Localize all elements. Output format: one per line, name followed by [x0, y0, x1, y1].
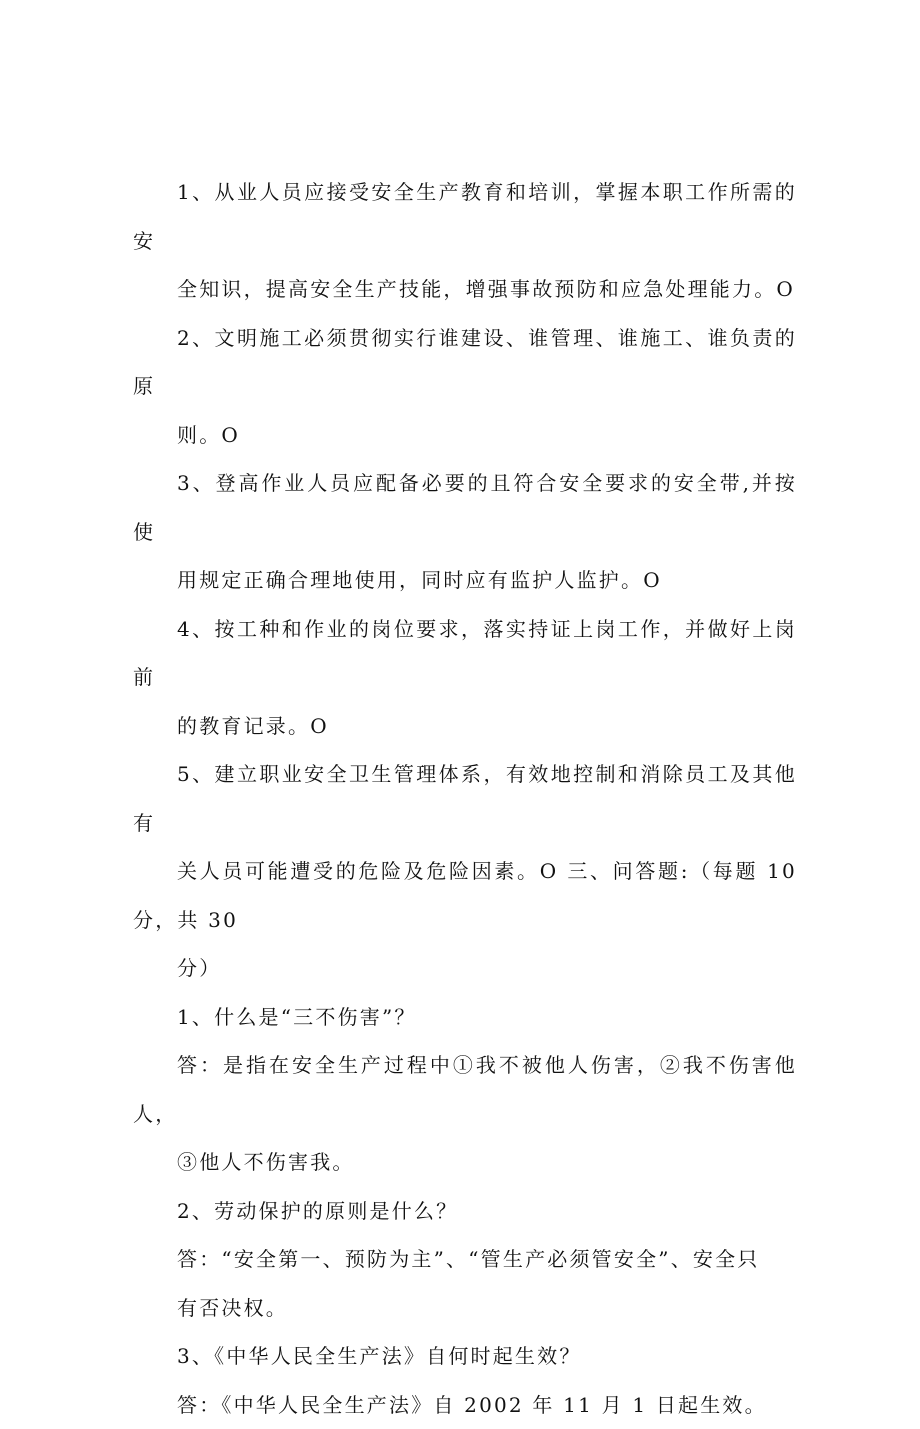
text-line: 用规定正确合理地使用，同时应有监护人监护。O — [133, 556, 797, 605]
text-line: 2、劳动保护的原则是什么？ — [133, 1187, 797, 1236]
answer-three-no-harm — [133, 1041, 797, 1187]
question-labor-protection — [133, 1187, 797, 1236]
document-body — [133, 168, 797, 1429]
text-line: 则。O — [133, 411, 797, 460]
text-line: 答：“安全第一、预防为主”、“管生产必须管安全”、安全只 — [133, 1235, 797, 1284]
text-line: 全知识，提高安全生产技能，增强事故预防和应急处理能力。O — [133, 265, 797, 314]
paragraph-work-at-height — [133, 459, 797, 605]
text-line: 的教育记录。O — [133, 702, 797, 751]
text-line: 分） — [133, 944, 797, 993]
text-line: 关人员可能遭受的危险及危险因素。O 三、问答题:（每题 10 分，共 30 — [133, 847, 797, 944]
text-line: 1、什么是“三不伤害”？ — [133, 993, 797, 1042]
text-line: 3、《中华人民全生产法》自何时起生效？ — [133, 1332, 797, 1381]
text-line: 4、按工种和作业的岗位要求，落实持证上岗工作，并做好上岗前 — [133, 605, 797, 702]
text-line: 有否决权。 — [133, 1284, 797, 1333]
text-line: 3、登高作业人员应配备必要的且符合安全要求的安全带,并按使 — [133, 459, 797, 556]
question-law-effective-date — [133, 1332, 797, 1381]
text-line: 答：是指在安全生产过程中①我不被他人伤害，②我不伤害他人， — [133, 1041, 797, 1138]
paragraph-certified-work — [133, 605, 797, 751]
paragraph-safety-training — [133, 168, 797, 314]
paragraph-civilized-construction — [133, 314, 797, 460]
text-line: 1、从业人员应接受安全生产教育和培训，掌握本职工作所需的安 — [133, 168, 797, 265]
text-line: 答：《中华人民全生产法》自 2002 年 11 月 1 日起生效。 — [133, 1381, 797, 1429]
text-line: 2、文明施工必须贯彻实行谁建设、谁管理、谁施工、谁负责的原 — [133, 314, 797, 411]
question-three-no-harm — [133, 993, 797, 1042]
text-line: ③他人不伤害我。 — [133, 1138, 797, 1187]
answer-labor-protection — [133, 1235, 797, 1332]
paragraph-safety-system — [133, 750, 797, 993]
text-line: 5、建立职业安全卫生管理体系，有效地控制和消除员工及其他有 — [133, 750, 797, 847]
answer-law-effective-date — [133, 1381, 797, 1429]
